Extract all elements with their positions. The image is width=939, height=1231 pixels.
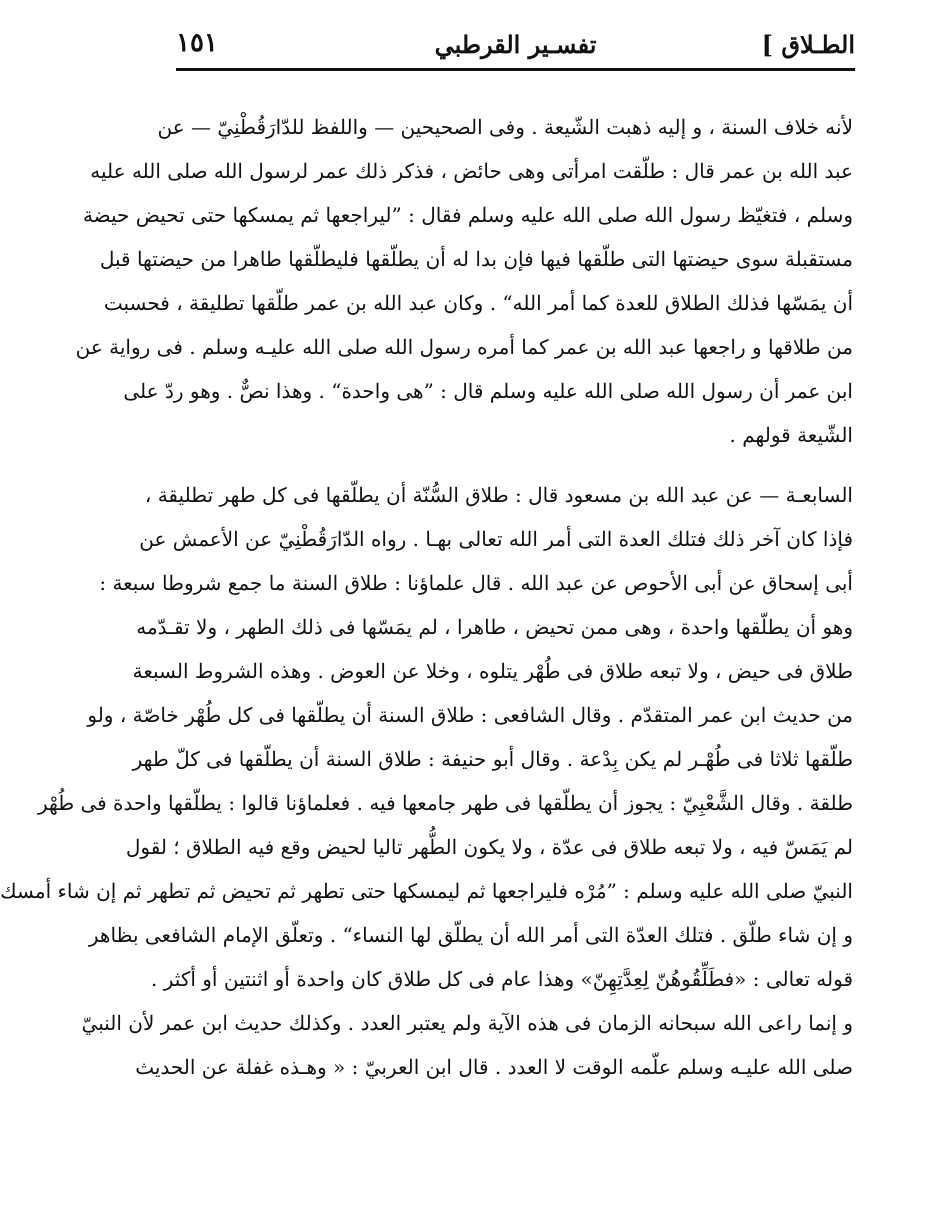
text-line: صلى الله عليـه وسلم علّمه الوقت لا العدد . قال ابن العربيّ : « وهـذه غفلة عن الحديث	[135, 1055, 853, 1079]
text-line: ابن عمر أن رسول الله صلى الله عليه وسلم قال : ”هى واحدة“ . وهذا نصٌّ . وهو ردّ على	[123, 379, 853, 403]
text-line: لأنه خلاف السنة ، و إليه ذهبت الشّيعة . وفى الصحيحين — واللفظ للدّارَقُطْنِيّ — عن	[157, 115, 853, 139]
paragraph-gap	[180, 457, 853, 473]
text-line: أن يمَسّها فذلك الطلاق للعدة كما أمر الله“ . وكان عبد الله بن عمر طلّقها تطليقة ، فحسبت	[103, 291, 853, 315]
text-line: و إنما راعى الله سبحانه الزمان فى هذه الآية ولم يعتبر العدد . وكذلك حديث ابن عمر لأن النبيّ	[81, 1011, 853, 1035]
text-line: من طلاقها و راجعها عبد الله بن عمر كما أمره رسول الله صلى الله عليـه وسلم . فى رواية عن	[75, 335, 853, 359]
text-line: عبد الله بن عمر قال : طلّقت امرأتى وهى حائض ، فذكر ذلك عمر لرسول الله صلى الله عليه	[90, 159, 853, 183]
text-line: النبيّ صلى الله عليه وسلم : ”مُرْه فليراجعها ثم ليمسكها حتى تطهر ثم تحيض ثم تطهر ثم إن شاء أمسك	[0, 879, 853, 903]
text-line: طلّقها ثلاثا فى طُهْـر لم يكن بِدْعة . وقال أبو حنيفة : طلاق السنة أن يطلّقها فى كلّ طهر	[132, 747, 853, 771]
text-line: قوله تعالى : «فطَلِّقُوهُنّ لِعِدَّتِهِنّ» وهذا عام فى كل طلاق كان واحدة أو اثنتين أو أكثر .	[151, 967, 853, 991]
text-line: وسلم ، فتغيّظ رسول الله صلى الله عليه وسلم فقال : ”ليراجعها ثم يمسكها حتى تحيض حيضة	[82, 203, 853, 227]
text-line: مستقبلة سوى حيضتها التى طلّقها فيها فإن بدا له أن يطلّقها فليطلّقها طاهرا من حيضتها قبل	[99, 247, 853, 271]
text-line: السابعـة — عن عبد الله بن مسعود قال : طلاق السُّنّة أن يطلّقها فى كل طهر تطليقة ،	[144, 483, 853, 507]
body-text	[0, 105, 853, 1089]
book-title: تفسـير القرطبي	[434, 30, 597, 59]
text-line: أبى إسحاق عن أبى الأحوص عن عبد الله . قال علماؤنا : طلاق السنة ما جمع شروطا سبعة :	[99, 571, 853, 595]
paragraph-2	[0, 473, 853, 1089]
text-line: من حديث ابن عمر المتقدّم . وقال الشافعى : طلاق السنة أن يطلّقها فى كل طُهْر خاصّة ، ولو	[87, 703, 853, 727]
text-line: فإذا كان آخر ذلك فتلك العدة التى أمر الله تعالى بهـا . رواه الدّارَقُطْنِيّ عن الأعمش عن	[139, 527, 853, 551]
paragraph-1	[75, 105, 853, 457]
running-header	[176, 24, 855, 64]
text-line: و إن شاء طلّق . فتلك العدّة التى أمر الله أن يطلّق لها النساء“ . وتعلّق الإمام الشافعى بظاهر	[88, 923, 853, 947]
page-number: ١٥١	[176, 28, 218, 58]
text-line: الشّيعة قولهم .	[729, 423, 853, 447]
text-line: طلقة . وقال الشَّعْبِيّ : يجوز أن يطلّقها فى طهر جامعها فيه . فعلماؤنا قالوا : يطلّقها واحدة فى طُهْر	[37, 791, 853, 815]
text-line: لم يَمَسّ فيه ، ولا تبعه طلاق فى عدّة ، ولا يكون الطُّهر تاليا لحيض وقع فيه الطلاق ؛ لقول	[125, 835, 853, 859]
text-line: طلاق فى حيض ، ولا تبعه طلاق فى طُهْر يتلوه ، وخلا عن العوض . وهذه الشروط السبعة	[132, 659, 853, 683]
text-line: وهو أن يطلّقها واحدة ، وهى ممن تحيض ، طاهرا ، لم يمَسّها فى ذلك الطهر ، ولا تقـدّمه	[136, 615, 853, 639]
header-rule	[176, 68, 855, 71]
chapter-title: الطـلاق ]	[761, 30, 855, 59]
